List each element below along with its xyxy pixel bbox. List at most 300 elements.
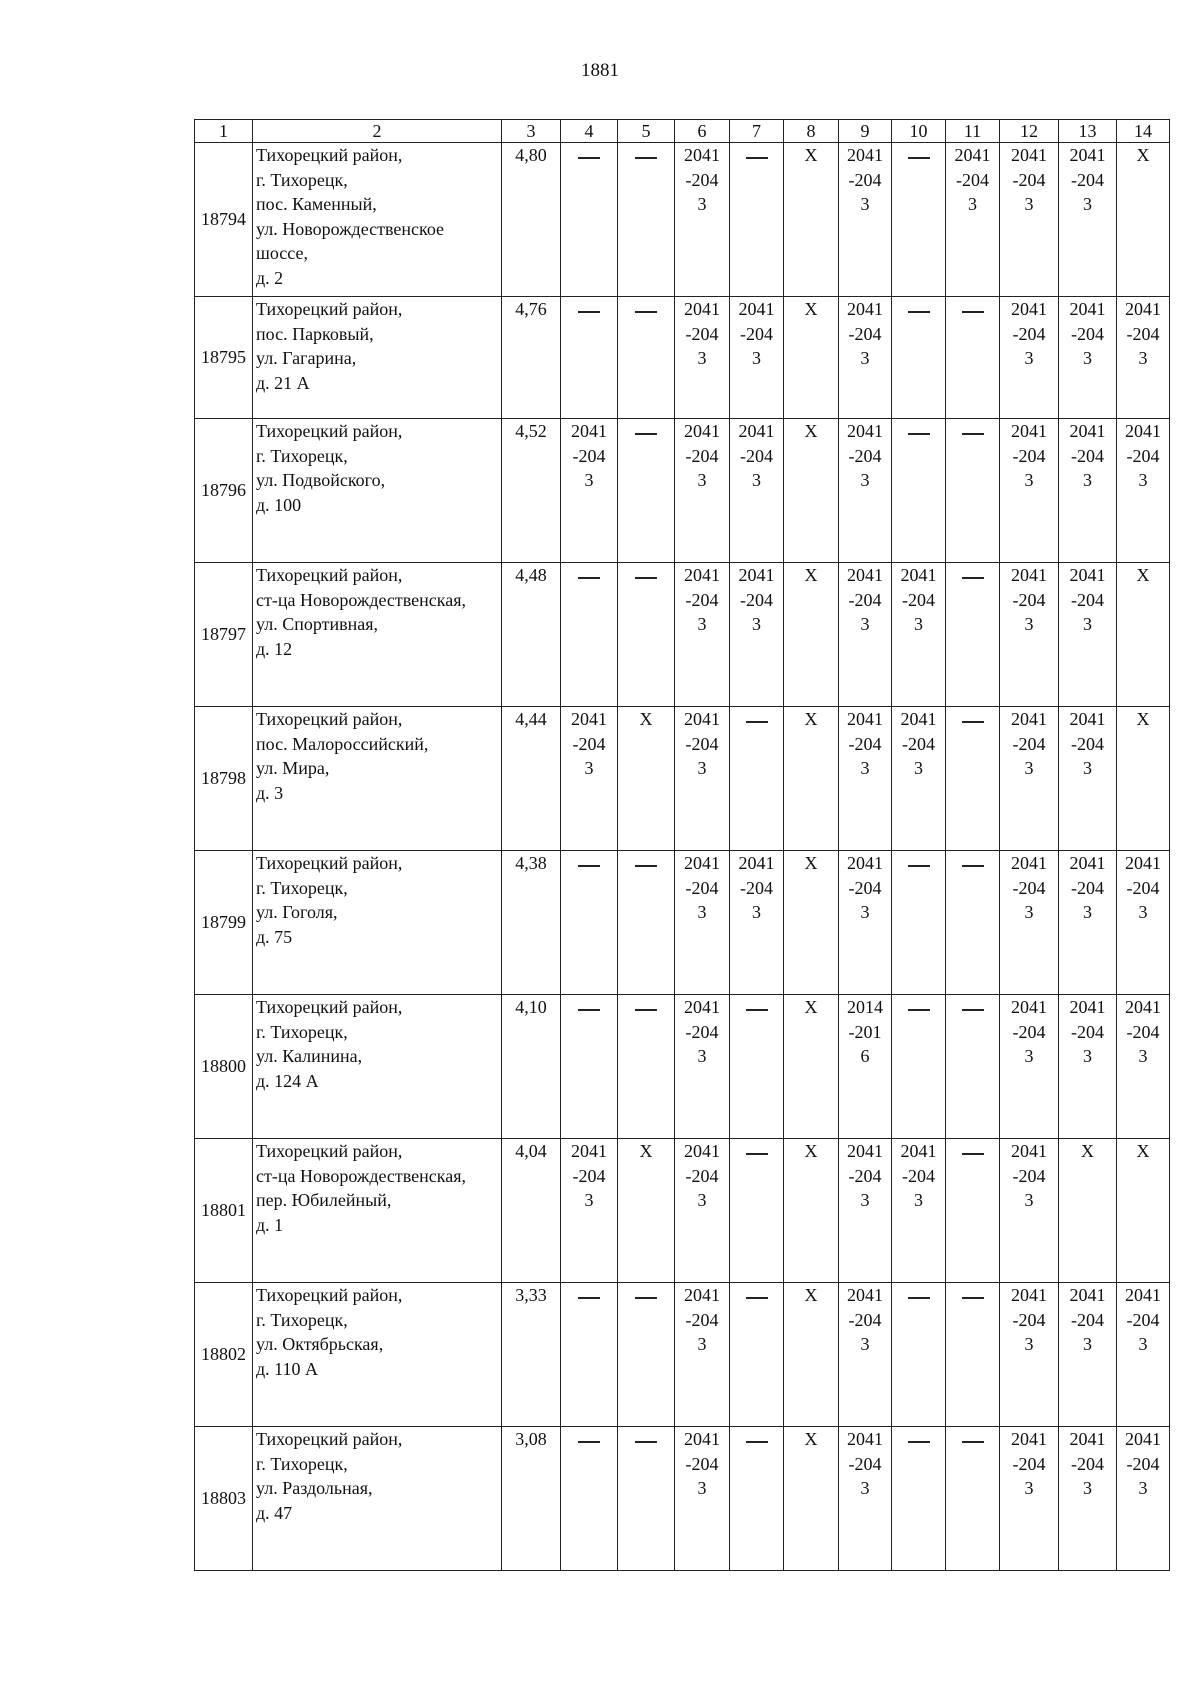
period-cell-col-9	[839, 1283, 892, 1427]
year-range: 2041-2043	[1011, 1141, 1047, 1210]
year-range: 2041-2043	[1011, 421, 1047, 490]
period-cell-col-8	[784, 1283, 839, 1427]
dash-mark	[746, 1009, 768, 1010]
dash-mark	[746, 1297, 768, 1298]
period-cell-col-9	[839, 851, 892, 995]
period-cell-col-6	[675, 851, 730, 995]
period-cell-col-13	[1059, 1283, 1117, 1427]
address-cell	[253, 1139, 502, 1283]
period-cell-col-12	[1000, 1139, 1059, 1283]
period-cell-col-13	[1059, 297, 1117, 419]
cross-mark: X	[804, 565, 818, 585]
year-range: 2041-2043	[684, 565, 720, 634]
year-range: 2041-2043	[847, 1429, 883, 1498]
period-cell-col-4	[561, 143, 618, 297]
dash-mark	[578, 157, 600, 158]
year-range: 2041-2043	[684, 1141, 720, 1210]
cross-mark: X	[1136, 709, 1150, 729]
address-line: д. 21 А	[256, 372, 310, 393]
column-header-9: 9	[839, 120, 892, 143]
address-line: шоссе,	[256, 243, 308, 263]
year-range: 2041-2043	[1125, 1429, 1161, 1498]
address-line: г. Тихорецк,	[256, 445, 348, 466]
address-line: Тихорецкий район,	[256, 145, 403, 165]
period-cell-col-4	[561, 297, 618, 419]
period-cell-col-7	[730, 1139, 784, 1283]
address-line: Тихорецкий район,	[256, 1285, 403, 1305]
dash-mark	[962, 577, 984, 578]
row-number: 18803	[195, 1427, 253, 1571]
year-range: 2041-2043	[1069, 853, 1106, 922]
period-cell-col-9	[839, 419, 892, 563]
period-cell-col-10	[892, 297, 946, 419]
table-row	[195, 1283, 1170, 1427]
dash-mark	[962, 1009, 984, 1010]
cross-mark: X	[1081, 1141, 1094, 1161]
period-cell-col-12	[1000, 297, 1059, 419]
year-range: 2041-2043	[1069, 421, 1106, 490]
period-cell-col-6	[675, 297, 730, 419]
period-cell-col-5	[618, 1427, 675, 1571]
row-number: 18796	[195, 419, 253, 563]
area-cell: 4,44	[502, 707, 561, 851]
year-range: 2041-2043	[900, 565, 937, 634]
year-range: 2041-2043	[738, 421, 775, 490]
period-cell-col-10	[892, 419, 946, 563]
address-line: ул. Мира,	[256, 758, 330, 778]
year-range: 2041-2043	[1069, 565, 1106, 634]
area-cell: 4,80	[502, 143, 561, 297]
period-cell-col-7	[730, 297, 784, 419]
row-number: 18802	[195, 1283, 253, 1427]
period-cell-col-6	[675, 1139, 730, 1283]
column-header-12: 12	[1000, 120, 1059, 143]
period-cell-col-7	[730, 143, 784, 297]
column-header-3: 3	[502, 120, 561, 143]
period-cell-col-5	[618, 1139, 675, 1283]
period-cell-col-11	[946, 995, 1000, 1139]
header-row	[195, 120, 1170, 143]
period-cell-col-11	[946, 563, 1000, 707]
period-cell-col-14	[1117, 297, 1170, 419]
period-cell-col-4	[561, 707, 618, 851]
period-cell-col-14	[1117, 1283, 1170, 1427]
year-range: 2041-2043	[1069, 1285, 1106, 1354]
year-range: 2041-2043	[1069, 1429, 1106, 1498]
address-line: д. 110 А	[256, 1358, 318, 1379]
cross-mark: X	[804, 997, 818, 1017]
period-cell-col-9	[839, 563, 892, 707]
area-cell: 4,10	[502, 995, 561, 1139]
cross-mark: X	[804, 299, 818, 319]
year-range: 2041-2043	[900, 1141, 937, 1210]
area-cell: 4,76	[502, 297, 561, 419]
address-line: д. 1	[256, 1214, 284, 1235]
year-range: 2041-2043	[1011, 853, 1047, 922]
dash-mark	[635, 1441, 657, 1442]
dash-mark	[635, 311, 657, 312]
address-cell	[253, 707, 502, 851]
year-range: 2041-2043	[571, 1141, 607, 1210]
period-cell-col-10	[892, 1283, 946, 1427]
period-cell-col-11	[946, 1283, 1000, 1427]
address-line: г. Тихорецк,	[256, 1453, 348, 1474]
period-cell-col-9	[839, 995, 892, 1139]
year-range: 2041-2043	[1011, 1285, 1047, 1354]
period-cell-col-8	[784, 995, 839, 1139]
year-range: 2041-2043	[900, 709, 937, 778]
period-cell-col-4	[561, 419, 618, 563]
year-range: 2014-2016	[847, 997, 883, 1066]
row-number: 18799	[195, 851, 253, 995]
address-line: пос. Малороссийский,	[256, 733, 429, 754]
period-cell-col-5	[618, 851, 675, 995]
address-line: ул. Гагарина,	[256, 348, 357, 368]
period-cell-col-4	[561, 851, 618, 995]
address-cell	[253, 1283, 502, 1427]
dash-mark	[908, 1297, 930, 1298]
year-range: 2041-2043	[1125, 421, 1161, 490]
dash-mark	[962, 865, 984, 866]
address-line: ст-ца Новорождественская,	[256, 589, 467, 610]
area-cell: 3,33	[502, 1283, 561, 1427]
period-cell-col-7	[730, 1427, 784, 1571]
table-row	[195, 143, 1170, 297]
column-header-5: 5	[618, 120, 675, 143]
period-cell-col-9	[839, 297, 892, 419]
period-cell-col-11	[946, 1139, 1000, 1283]
area-cell: 4,04	[502, 1139, 561, 1283]
period-cell-col-6	[675, 995, 730, 1139]
period-cell-col-13	[1059, 563, 1117, 707]
area-cell: 3,08	[502, 1427, 561, 1571]
period-cell-col-12	[1000, 707, 1059, 851]
cross-mark: X	[804, 853, 818, 873]
dash-mark	[962, 311, 984, 312]
row-number: 18801	[195, 1139, 253, 1283]
address-line: д. 2	[256, 267, 284, 288]
year-range: 2041-2043	[847, 853, 883, 922]
cross-mark: X	[804, 1141, 818, 1161]
year-range: 2041-2043	[847, 1141, 883, 1210]
year-range: 2041-2043	[1069, 997, 1106, 1066]
address-line: д. 75	[256, 926, 293, 947]
column-header-10: 10	[892, 120, 946, 143]
period-cell-col-12	[1000, 851, 1059, 995]
period-cell-col-11	[946, 707, 1000, 851]
year-range: 2041-2043	[1011, 709, 1047, 778]
period-cell-col-5	[618, 707, 675, 851]
period-cell-col-13	[1059, 419, 1117, 563]
dash-mark	[635, 433, 657, 434]
table-header	[195, 120, 1170, 143]
cross-mark: X	[639, 1141, 653, 1161]
address-line: ул. Гоголя,	[256, 902, 338, 922]
address-cell	[253, 851, 502, 995]
period-cell-col-6	[675, 143, 730, 297]
cross-mark: X	[804, 1285, 818, 1305]
address-line: ул. Калинина,	[256, 1046, 363, 1066]
year-range: 2041-2043	[738, 299, 775, 368]
address-line: Тихорецкий район,	[256, 997, 403, 1017]
year-range: 2041-2043	[738, 853, 775, 922]
row-number: 18794	[195, 143, 253, 297]
year-range: 2041-2043	[1125, 853, 1161, 922]
year-range: 2041-2043	[1011, 1429, 1047, 1498]
address-line: пос. Каменный,	[256, 194, 377, 214]
period-cell-col-10	[892, 1139, 946, 1283]
dash-mark	[578, 311, 600, 312]
period-cell-col-7	[730, 563, 784, 707]
cross-mark: X	[804, 1429, 818, 1449]
year-range: 2041-2043	[847, 1285, 883, 1354]
address-cell	[253, 419, 502, 563]
dash-mark	[908, 1441, 930, 1442]
table-row	[195, 851, 1170, 995]
address-line: Тихорецкий район,	[256, 421, 403, 441]
cross-mark: X	[639, 709, 653, 729]
period-cell-col-11	[946, 851, 1000, 995]
period-cell-col-13	[1059, 143, 1117, 297]
column-header-14: 14	[1117, 120, 1170, 143]
cross-mark: X	[1136, 1141, 1150, 1161]
row-number: 18797	[195, 563, 253, 707]
period-cell-col-7	[730, 707, 784, 851]
period-cell-col-9	[839, 1139, 892, 1283]
year-range: 2041-2043	[738, 565, 775, 634]
year-range: 2041-2043	[1125, 299, 1161, 368]
year-range: 2041-2043	[847, 145, 883, 214]
address-line: г. Тихорецк,	[256, 1021, 348, 1042]
year-range: 2041-2043	[1069, 709, 1106, 778]
address-line: Тихорецкий район,	[256, 565, 403, 585]
period-cell-col-13	[1059, 1139, 1117, 1283]
address-line: ул. Новорождественское	[256, 218, 445, 239]
table-row	[195, 707, 1170, 851]
period-cell-col-4	[561, 1283, 618, 1427]
row-number: 18800	[195, 995, 253, 1139]
period-cell-col-8	[784, 1139, 839, 1283]
period-cell-col-14	[1117, 851, 1170, 995]
dash-mark	[578, 577, 600, 578]
year-range: 2041-2043	[684, 145, 720, 214]
cross-mark: X	[804, 145, 818, 165]
year-range: 2041-2043	[684, 1429, 720, 1498]
column-header-1: 1	[195, 120, 253, 143]
dash-mark	[635, 157, 657, 158]
year-range: 2041-2043	[684, 853, 720, 922]
area-cell: 4,38	[502, 851, 561, 995]
period-cell-col-6	[675, 1283, 730, 1427]
year-range: 2041-2043	[1011, 997, 1047, 1066]
address-line: д. 12	[256, 638, 293, 659]
period-cell-col-7	[730, 419, 784, 563]
cross-mark: X	[1136, 145, 1150, 165]
table-row	[195, 297, 1170, 419]
address-line: ул. Октябрьская,	[256, 1334, 384, 1354]
column-header-8: 8	[784, 120, 839, 143]
period-cell-col-11	[946, 419, 1000, 563]
address-line: ул. Подвойского,	[256, 470, 386, 490]
period-cell-col-10	[892, 707, 946, 851]
dash-mark	[908, 157, 930, 158]
year-range: 2041-2043	[684, 709, 720, 778]
period-cell-col-5	[618, 419, 675, 563]
dash-mark	[962, 721, 984, 722]
address-line: д. 47	[256, 1502, 293, 1523]
table-row	[195, 1427, 1170, 1571]
area-cell: 4,52	[502, 419, 561, 563]
period-cell-col-5	[618, 297, 675, 419]
period-cell-col-8	[784, 1427, 839, 1571]
period-cell-col-10	[892, 995, 946, 1139]
year-range: 2041-2043	[684, 997, 720, 1066]
period-cell-col-10	[892, 143, 946, 297]
address-line: Тихорецкий район,	[256, 853, 403, 873]
table-row	[195, 995, 1170, 1139]
year-range: 2041-2043	[954, 145, 991, 214]
dash-mark	[908, 311, 930, 312]
year-range: 2041-2043	[1011, 299, 1047, 368]
period-cell-col-8	[784, 563, 839, 707]
address-line: Тихорецкий район,	[256, 709, 403, 729]
period-cell-col-5	[618, 563, 675, 707]
period-cell-col-12	[1000, 1427, 1059, 1571]
year-range: 2041-2043	[1125, 997, 1161, 1066]
address-line: Тихорецкий район,	[256, 1429, 403, 1449]
period-cell-col-12	[1000, 563, 1059, 707]
register-table	[194, 119, 1170, 1571]
year-range: 2041-2043	[1125, 1285, 1161, 1354]
period-cell-col-12	[1000, 995, 1059, 1139]
period-cell-col-5	[618, 1283, 675, 1427]
period-cell-col-7	[730, 851, 784, 995]
address-line: ст-ца Новорождественская,	[256, 1165, 467, 1186]
period-cell-col-9	[839, 143, 892, 297]
dash-mark	[746, 1153, 768, 1154]
dash-mark	[635, 1297, 657, 1298]
dash-mark	[962, 433, 984, 434]
period-cell-col-11	[946, 1427, 1000, 1571]
area-cell: 4,48	[502, 563, 561, 707]
column-header-2: 2	[253, 120, 502, 143]
dash-mark	[746, 721, 768, 722]
dash-mark	[908, 865, 930, 866]
period-cell-col-12	[1000, 143, 1059, 297]
table-body	[195, 143, 1170, 1571]
period-cell-col-9	[839, 1427, 892, 1571]
dash-mark	[635, 1009, 657, 1010]
period-cell-col-11	[946, 297, 1000, 419]
period-cell-col-12	[1000, 1283, 1059, 1427]
address-cell	[253, 297, 502, 419]
year-range: 2041-2043	[1069, 145, 1106, 214]
dash-mark	[746, 157, 768, 158]
row-number: 18798	[195, 707, 253, 851]
dash-mark	[908, 433, 930, 434]
period-cell-col-14	[1117, 563, 1170, 707]
dash-mark	[746, 1441, 768, 1442]
dash-mark	[578, 865, 600, 866]
period-cell-col-8	[784, 419, 839, 563]
column-header-13: 13	[1059, 120, 1117, 143]
period-cell-col-9	[839, 707, 892, 851]
dash-mark	[962, 1297, 984, 1298]
period-cell-col-8	[784, 851, 839, 995]
year-range: 2041-2043	[684, 421, 720, 490]
year-range: 2041-2043	[571, 421, 607, 490]
period-cell-col-6	[675, 563, 730, 707]
period-cell-col-6	[675, 1427, 730, 1571]
year-range: 2041-2043	[684, 299, 720, 368]
row-number: 18795	[195, 297, 253, 419]
period-cell-col-4	[561, 563, 618, 707]
page-number: 1881	[581, 60, 619, 81]
period-cell-col-13	[1059, 995, 1117, 1139]
period-cell-col-13	[1059, 707, 1117, 851]
year-range: 2041-2043	[847, 565, 883, 634]
address-line: г. Тихорецк,	[256, 169, 348, 190]
address-cell	[253, 563, 502, 707]
period-cell-col-10	[892, 851, 946, 995]
period-cell-col-4	[561, 1427, 618, 1571]
period-cell-col-14	[1117, 995, 1170, 1139]
period-cell-col-13	[1059, 851, 1117, 995]
address-line: ул. Спортивная,	[256, 614, 378, 634]
period-cell-col-7	[730, 1283, 784, 1427]
column-header-11: 11	[946, 120, 1000, 143]
address-line: пер. Юбилейный,	[256, 1190, 392, 1210]
cross-mark: X	[804, 709, 818, 729]
period-cell-col-4	[561, 1139, 618, 1283]
year-range: 2041-2043	[1069, 299, 1106, 368]
year-range: 2041-2043	[1011, 565, 1047, 634]
period-cell-col-7	[730, 995, 784, 1139]
address-cell	[253, 1427, 502, 1571]
dash-mark	[635, 577, 657, 578]
period-cell-col-6	[675, 419, 730, 563]
address-line: ул. Раздольная,	[256, 1478, 373, 1498]
table-row	[195, 1139, 1170, 1283]
address-line: г. Тихорецк,	[256, 877, 348, 898]
address-cell	[253, 995, 502, 1139]
dash-mark	[578, 1297, 600, 1298]
table-row	[195, 419, 1170, 563]
period-cell-col-5	[618, 995, 675, 1139]
period-cell-col-11	[946, 143, 1000, 297]
dash-mark	[578, 1441, 600, 1442]
dash-mark	[962, 1441, 984, 1442]
period-cell-col-5	[618, 143, 675, 297]
period-cell-col-8	[784, 297, 839, 419]
address-line: Тихорецкий район,	[256, 299, 403, 319]
address-line: Тихорецкий район,	[256, 1141, 403, 1161]
address-cell	[253, 143, 502, 297]
address-line: д. 3	[256, 782, 284, 803]
period-cell-col-14	[1117, 707, 1170, 851]
cross-mark: X	[804, 421, 818, 441]
dash-mark	[578, 1009, 600, 1010]
year-range: 2041-2043	[847, 709, 883, 778]
address-line: д. 100	[256, 494, 302, 515]
period-cell-col-14	[1117, 1427, 1170, 1571]
period-cell-col-10	[892, 1427, 946, 1571]
period-cell-col-13	[1059, 1427, 1117, 1571]
column-header-6: 6	[675, 120, 730, 143]
year-range: 2041-2043	[847, 299, 883, 368]
year-range: 2041-2043	[684, 1285, 720, 1354]
period-cell-col-8	[784, 707, 839, 851]
